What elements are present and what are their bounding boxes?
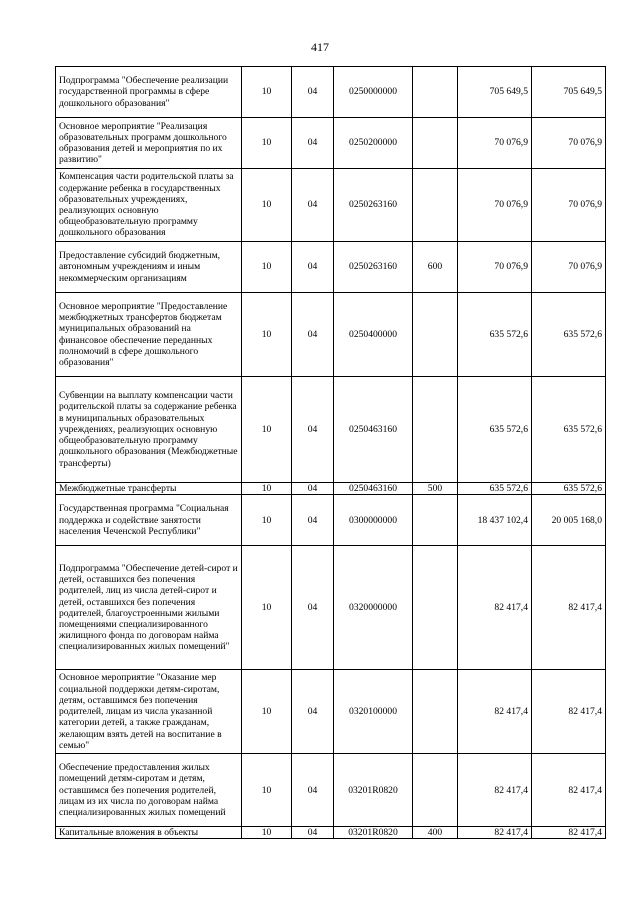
expense-type-cell <box>413 293 458 377</box>
amount-year1-cell: 70 076,9 <box>458 118 532 169</box>
target-article-cell: 0250000000 <box>334 67 413 118</box>
section-code-cell: 10 <box>242 483 292 495</box>
amount-year1-cell: 82 417,4 <box>458 754 532 827</box>
section-code-cell: 10 <box>242 67 292 118</box>
section-code-cell: 10 <box>242 118 292 169</box>
expense-type-cell <box>413 495 458 546</box>
row-name-cell: Компенсация части родительской платы за содержание ребенка в государственных образовательных учреждениях, реализующих основную общеобразовательную программу дошкольного образования <box>56 169 242 242</box>
row-name-cell: Субвенции на выплату компенсации части родительской платы за содержание ребенка в муниципальных образовательных учреждениях, реализующих основную общеобразовательную программу дошкольного образования (Межбюджетные трансферты) <box>56 377 242 483</box>
table-row <box>56 242 606 293</box>
table-row <box>56 67 606 118</box>
expense-type-cell <box>413 754 458 827</box>
target-article-cell: 0300000000 <box>334 495 413 546</box>
amount-year2-cell: 635 572,6 <box>532 377 606 483</box>
table-body <box>56 67 606 839</box>
amount-year1-cell: 82 417,4 <box>458 546 532 670</box>
target-article-cell: 03201R0820 <box>334 827 413 839</box>
target-article-cell: 0250263160 <box>334 169 413 242</box>
target-article-cell: 0320000000 <box>334 546 413 670</box>
section-code-cell: 10 <box>242 377 292 483</box>
table-row <box>56 293 606 377</box>
target-article-cell: 0320100000 <box>334 670 413 754</box>
amount-year1-cell: 635 572,6 <box>458 483 532 495</box>
section-code-cell: 10 <box>242 670 292 754</box>
table-row <box>56 754 606 827</box>
table-row <box>56 546 606 670</box>
subsection-code-cell: 04 <box>292 495 334 546</box>
amount-year1-cell: 70 076,9 <box>458 242 532 293</box>
subsection-code-cell: 04 <box>292 670 334 754</box>
subsection-code-cell: 04 <box>292 169 334 242</box>
expense-type-cell <box>413 670 458 754</box>
row-name-cell: Капитальные вложения в объекты <box>56 827 242 839</box>
expense-type-cell: 600 <box>413 242 458 293</box>
amount-year2-cell: 20 005 168,0 <box>532 495 606 546</box>
section-code-cell: 10 <box>242 293 292 377</box>
amount-year2-cell: 82 417,4 <box>532 754 606 827</box>
table-row <box>56 827 606 839</box>
table-row <box>56 377 606 483</box>
amount-year2-cell: 82 417,4 <box>532 827 606 839</box>
amount-year1-cell: 635 572,6 <box>458 377 532 483</box>
subsection-code-cell: 04 <box>292 118 334 169</box>
amount-year2-cell: 82 417,4 <box>532 546 606 670</box>
expense-type-cell: 500 <box>413 483 458 495</box>
target-article-cell: 0250400000 <box>334 293 413 377</box>
amount-year1-cell: 18 437 102,4 <box>458 495 532 546</box>
row-name-cell: Основное мероприятие "Предоставление межбюджетных трансфертов бюджетам муниципальных образований на финансовое обеспечение переданных полномочий в сфере дошкольного образования" <box>56 293 242 377</box>
subsection-code-cell: 04 <box>292 827 334 839</box>
expense-type-cell <box>413 67 458 118</box>
section-code-cell: 10 <box>242 242 292 293</box>
expense-type-cell <box>413 169 458 242</box>
row-name-cell: Подпрограмма "Обеспечение реализации государственной программы в сфере дошкольного образования" <box>56 67 242 118</box>
amount-year1-cell: 82 417,4 <box>458 670 532 754</box>
budget-table <box>55 66 606 839</box>
section-code-cell: 10 <box>242 754 292 827</box>
subsection-code-cell: 04 <box>292 242 334 293</box>
row-name-cell: Основное мероприятие "Реализация образовательных программ дошкольного образования детей и мероприятия по их развитию" <box>56 118 242 169</box>
subsection-code-cell: 04 <box>292 293 334 377</box>
amount-year2-cell: 635 572,6 <box>532 293 606 377</box>
subsection-code-cell: 04 <box>292 483 334 495</box>
table-row <box>56 495 606 546</box>
row-name-cell: Основное мероприятие "Оказание мер социальной поддержки детям-сиротам, детям, оставшимся без попечения родителей, лицам из числа указанной категории детей, а также гражданам, желающим взять детей на воспитание в семью" <box>56 670 242 754</box>
target-article-cell: 0250463160 <box>334 483 413 495</box>
target-article-cell: 0250263160 <box>334 242 413 293</box>
section-code-cell: 10 <box>242 546 292 670</box>
subsection-code-cell: 04 <box>292 67 334 118</box>
target-article-cell: 03201R0820 <box>334 754 413 827</box>
row-name-cell: Государственная программа "Социальная поддержка и содействие занятости населения Чеченской Республики" <box>56 495 242 546</box>
expense-type-cell <box>413 118 458 169</box>
table-row <box>56 169 606 242</box>
subsection-code-cell: 04 <box>292 754 334 827</box>
amount-year2-cell: 82 417,4 <box>532 670 606 754</box>
subsection-code-cell: 04 <box>292 377 334 483</box>
row-name-cell: Предоставление субсидий бюджетным, автономным учреждениям и иным некоммерческим организациям <box>56 242 242 293</box>
amount-year2-cell: 70 076,9 <box>532 118 606 169</box>
section-code-cell: 10 <box>242 827 292 839</box>
amount-year2-cell: 705 649,5 <box>532 67 606 118</box>
row-name-cell: Подпрограмма "Обеспечение детей-сирот и детей, оставшихся без попечения родителей, лиц из числа детей-сирот и детей, оставшихся без попечения родителей, благоустроенными жилыми помещениями специализированного жилищного фонда по договорам найма специализированных жилых помещений" <box>56 546 242 670</box>
table-row <box>56 670 606 754</box>
amount-year1-cell: 82 417,4 <box>458 827 532 839</box>
expense-type-cell <box>413 546 458 670</box>
amount-year2-cell: 70 076,9 <box>532 242 606 293</box>
table-row <box>56 483 606 495</box>
amount-year1-cell: 70 076,9 <box>458 169 532 242</box>
amount-year2-cell: 635 572,6 <box>532 483 606 495</box>
target-article-cell: 0250200000 <box>334 118 413 169</box>
expense-type-cell: 400 <box>413 827 458 839</box>
page-number: 417 <box>311 40 329 54</box>
section-code-cell: 10 <box>242 495 292 546</box>
section-code-cell: 10 <box>242 169 292 242</box>
amount-year1-cell: 635 572,6 <box>458 293 532 377</box>
subsection-code-cell: 04 <box>292 546 334 670</box>
target-article-cell: 0250463160 <box>334 377 413 483</box>
row-name-cell: Обеспечение предоставления жилых помещений детям-сиротам и детям, оставшимся без попечения родителей, лицам из их числа по договорам найма специализированных жилых помещений <box>56 754 242 827</box>
amount-year2-cell: 70 076,9 <box>532 169 606 242</box>
expense-type-cell <box>413 377 458 483</box>
row-name-cell: Межбюджетные трансферты <box>56 483 242 495</box>
amount-year1-cell: 705 649,5 <box>458 67 532 118</box>
table-row <box>56 118 606 169</box>
